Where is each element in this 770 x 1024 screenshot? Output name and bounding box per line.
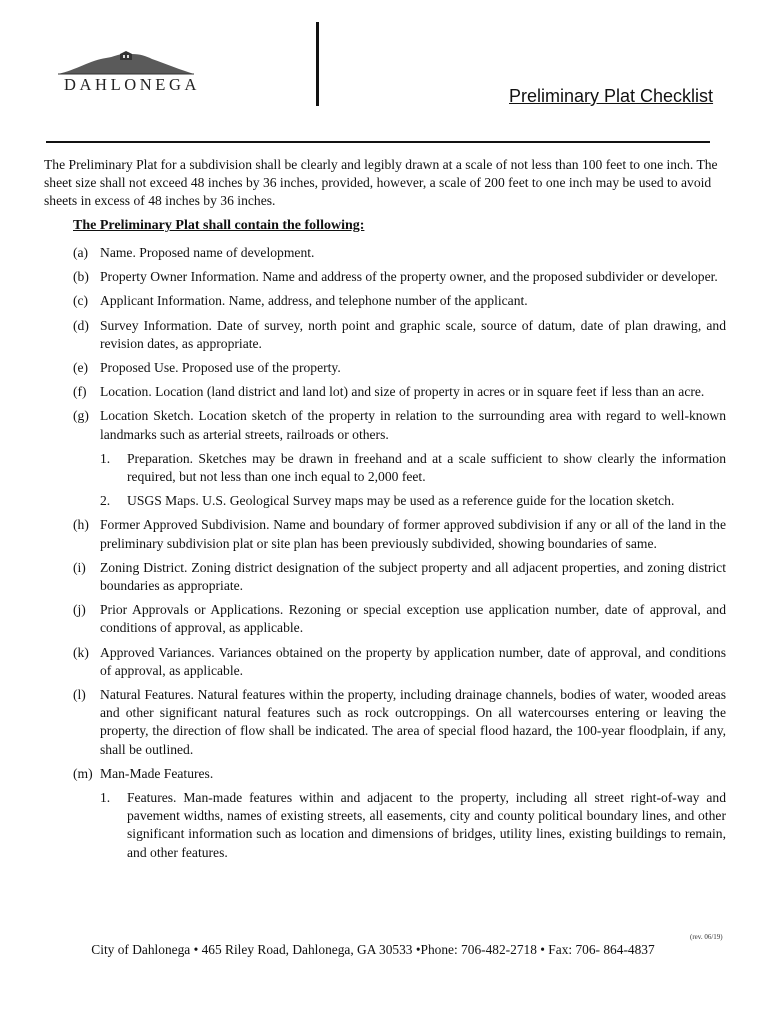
item-text: Applicant Information. Name, address, and telephone number of the applicant. [100, 293, 528, 309]
item-text: Man-Made Features. [100, 765, 214, 781]
logo-wordmark: DAHLONEGA [64, 75, 200, 94]
checklist-item [73, 765, 726, 783]
checklist-item [73, 559, 726, 595]
checklist-item [73, 317, 726, 353]
header-divider-vertical [316, 22, 319, 106]
checklist-item [73, 244, 726, 262]
checklist-item [73, 686, 726, 759]
item-text: Approved Variances. Variances obtained on the property by application number, date of approval, and conditions of approval, as applicable. [100, 644, 726, 678]
revision-note: (rev. 06/19) [690, 933, 723, 941]
item-label: (h) [73, 517, 89, 533]
list-heading: The Preliminary Plat shall contain the following: [73, 218, 365, 233]
checklist-subitem [100, 450, 726, 486]
subitem-label: 1. [100, 790, 111, 806]
item-label: (g) [73, 408, 89, 424]
checklist-item [73, 292, 726, 310]
subitem-label: 2. [100, 493, 111, 509]
subitem-label: 1. [100, 450, 111, 466]
checklist-item [73, 359, 726, 377]
item-label: (e) [73, 360, 89, 376]
dahlonega-logo [48, 50, 208, 102]
item-text: Zoning District. Zoning district designation of the subject property and all adjacent properties, and zoning district boundaries as appropriate. [100, 559, 726, 594]
item-label: (b) [73, 269, 89, 285]
item-text: Natural Features. Natural features within the property, including drainage channels, bodies of water, wooded areas and other significant natural features such as rock outcroppings. On all watercourses entering or leaving the property, the direction of flow shall be indicated. The area of special flood hazard, the 100-year floodplain, if any, shall be outlined. [100, 687, 726, 757]
subitem-text: USGS Maps. U.S. Geological Survey maps may be used as a reference guide for the location sketch. [127, 493, 675, 509]
page-title: Preliminary Plat Checklist [509, 86, 714, 106]
item-text: Proposed Use. Proposed use of the property. [100, 360, 341, 376]
checklist-item [73, 268, 726, 286]
item-label: (l) [73, 687, 86, 703]
checklist-subitem [100, 492, 726, 510]
checklist-item [73, 516, 726, 552]
item-text: Survey Information. Date of survey, north point and graphic scale, source of datum, date of plan drawing, and revision dates, as appropriate. [100, 317, 726, 351]
header-divider-horizontal [46, 141, 710, 143]
checklist [73, 244, 726, 868]
item-label: (f) [73, 384, 87, 400]
checklist-subitem [100, 789, 726, 862]
mountain-skyline-icon [56, 50, 196, 76]
item-text: Name. Proposed name of development. [100, 245, 315, 260]
subitem-text: Features. Man-made features within and adjacent to the property, including all street right-of-way and pavement widths, names of existing streets, all easements, city and county political boundary lines, and other significant information such as location and dimensions of bridges, utility lines, existing buildings to remain, and other features. [127, 790, 726, 860]
footer-contact: City of Dahlonega • 465 Riley Road, Dahlonega, GA 30533 •Phone: 706-482-2718 • Fax: 706- 864-4837 [91, 942, 655, 957]
checklist-item [73, 601, 726, 637]
intro-paragraph: The Preliminary Plat for a subdivision shall be clearly and legibly drawn at a scale of not less than 100 feet to one inch. The sheet size shall not exceed 48 inches by 36 inches, provided, however, a scale of 200 feet to one inch may be used to avoid sheets in excess of 48 inches by 36 inches. [44, 157, 718, 209]
item-text: Location Sketch. Location sketch of the property in relation to the surrounding area with regard to well-known landmarks such as arterial streets, railroads or others. [100, 408, 726, 442]
item-label: (k) [73, 644, 89, 660]
item-label: (i) [73, 559, 86, 575]
subitem-text: Preparation. Sketches may be drawn in freehand and at a scale sufficient to show clearly the information required, but not less than one inch equal to 2,000 feet. [127, 450, 726, 485]
checklist-item [73, 407, 726, 443]
item-text: Location. Location (land district and land lot) and size of property in acres or in square feet if less than an acre. [100, 384, 705, 400]
item-label: (d) [73, 317, 89, 333]
checklist-item [73, 644, 726, 680]
checklist-item [73, 383, 726, 401]
item-text: Property Owner Information. Name and address of the property owner, and the proposed subdivider or developer. [100, 269, 718, 285]
item-label: (j) [73, 602, 86, 618]
item-text: Former Approved Subdivision. Name and boundary of former approved subdivision if any or all of the land in the preliminary subdivision plat or site plan has been previously subdivided, showing boundaries of same. [100, 517, 726, 551]
item-label: (c) [73, 293, 89, 309]
item-label: (m) [73, 765, 93, 781]
item-label: (a) [73, 245, 89, 260]
item-text: Prior Approvals or Applications. Rezoning or special exception use application number, date of approval, and conditions of approval, as applicable. [100, 602, 726, 636]
